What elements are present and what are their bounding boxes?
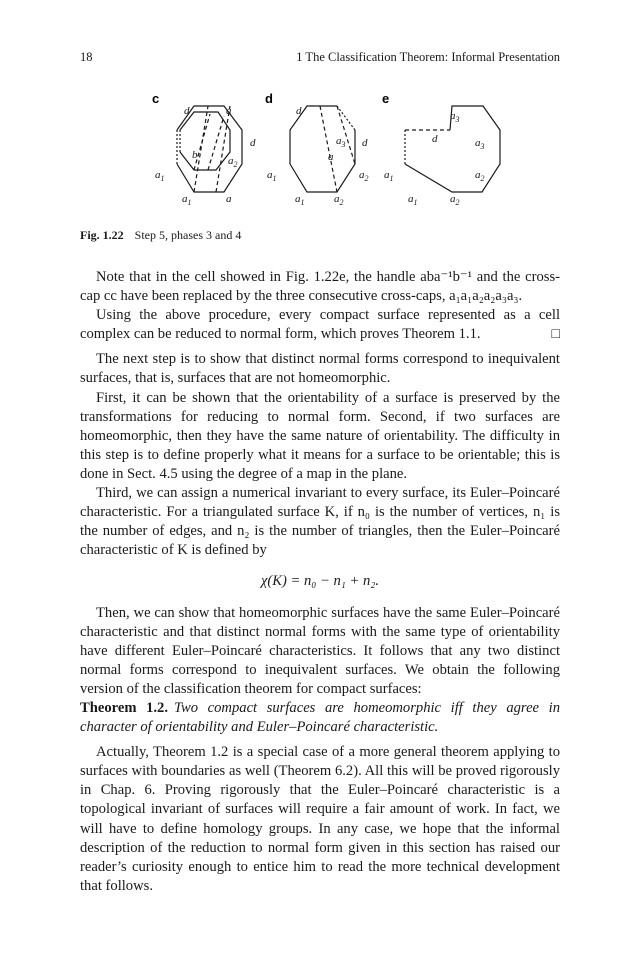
body-text [80,268,560,896]
svg-text:a3: $a_3$ [475,137,485,151]
svg-text:d: d [362,137,368,149]
svg-text:a2: $a_2$ [228,155,238,169]
svg-text:a2: $a_2$ [450,193,460,207]
paragraph-2-text: Using the above procedure, every compact surface represented as a cell complex can be reduced to normal form, which proves Theorem 1.1. [80,307,560,343]
figure-caption [80,228,241,243]
svg-text:a3: $a_3$ [336,135,346,149]
euler-equation: χ(K) = n₀ − n₁ + n₂. [260,573,380,590]
theorem-1-2 [80,699,560,737]
figure-1-22 [150,92,510,222]
theorem-text: Two compact surfaces are homeomorphic iff they agree in character of orientability and Euler–Poincaré characteristic. [80,699,560,736]
paragraph-7: Actually, Theorem 1.2 is a special case of a more general theorem applying to surfaces with boundaries as well (Theorem 6.2). All this will be proved rigorously in Chap. 6. Proving rigorously that the Euler–Poincaré characteristic is a topological invariant of surfaces will require a fair amount of work. In fact, we will have to define homology groups. In any case, we hope that the informal description of the reduction to normal form given in this section has raised our reader’s curiosity enough to entice him to read the more technical development that follows. [80,744,560,894]
svg-text:a3: $a_3$ [450,110,460,124]
paragraph-6: Then, we can show that homeomorphic surfaces have the same Euler–Poincaré characteristic and that distinct normal forms with the same type of orientability have different Euler–Poincaré characteristics. It follows that any two distinct normal forms correspond to inequivalent surfaces. We obtain the following version of the classification theorem for compact surfaces: [80,604,560,697]
panel-label-c: c [152,91,160,106]
caption-label: Fig. 1.22 [80,228,124,242]
panel-d-shape [290,106,355,192]
svg-text:a1: $a_1$ [155,169,165,183]
svg-text:a: a [226,105,232,117]
svg-text:a1: $a_1$ [182,193,192,207]
octagon-diagrams [150,92,510,222]
panel-label-e: e [382,91,390,106]
page-number: 18 [80,50,93,64]
panel-c-shape [177,106,242,192]
svg-text:a: a [328,151,334,163]
svg-text:a1: $a_1$ [295,193,305,207]
svg-text:d: d [250,137,256,149]
paragraph-3: The next step is to show that distinct normal forms correspond to inequivalent surfaces, that is, surfaces that are not homeomorphic. [80,351,560,387]
svg-text:a1: $a_1$ [408,193,418,207]
paragraph-2 [80,306,560,344]
svg-text:d: d [296,105,302,117]
paragraph-4: First, it can be shown that the orientability of a surface is preserved by the transformations for reducing to normal form. Second, if two surfaces are homeomorphic, then they have the same nature of orientability. The difficulty in this step is to define properly what it means for a surface to be orientable; this is done in Sect. 4.5 using the degree of a map in the plane. [80,389,560,482]
svg-text:a1: $a_1$ [384,169,394,183]
theorem-label: Theorem 1.2. [80,699,168,716]
svg-text:a2: $a_2$ [359,169,369,183]
caption-text: Step 5, phases 3 and 4 [134,228,242,242]
paragraph-1: Note that in the cell showed in Fig. 1.22e, the handle aba⁻¹b⁻¹ and the cross-cap cc have been replaced by the three consecutive cross-caps, a₁a₁a₂a₂a₃a₃. [80,269,560,305]
svg-text:a2: $a_2$ [334,193,344,207]
paragraph-5: Third, we can assign a numerical invariant to every surface, its Euler–Poincaré characteristic. For a triangulated surface K, if n₀ is the number of vertices, n₁ is the number of edges, and n₂ is the number of triangles, then the Euler–Poincaré characteristic of K is defined by [80,485,560,559]
svg-text:d: d [184,105,190,117]
svg-text:a2: $a_2$ [475,169,485,183]
svg-text:a1: $a_1$ [267,169,277,183]
panel-label-d: d [265,91,273,106]
svg-text:a: a [226,193,232,205]
running-title: 1 The Classification Theorem: Informal Presentation [296,50,560,64]
svg-text:b: b [192,149,198,161]
qed-symbol: □ [551,327,560,343]
svg-text:d: d [432,133,438,145]
